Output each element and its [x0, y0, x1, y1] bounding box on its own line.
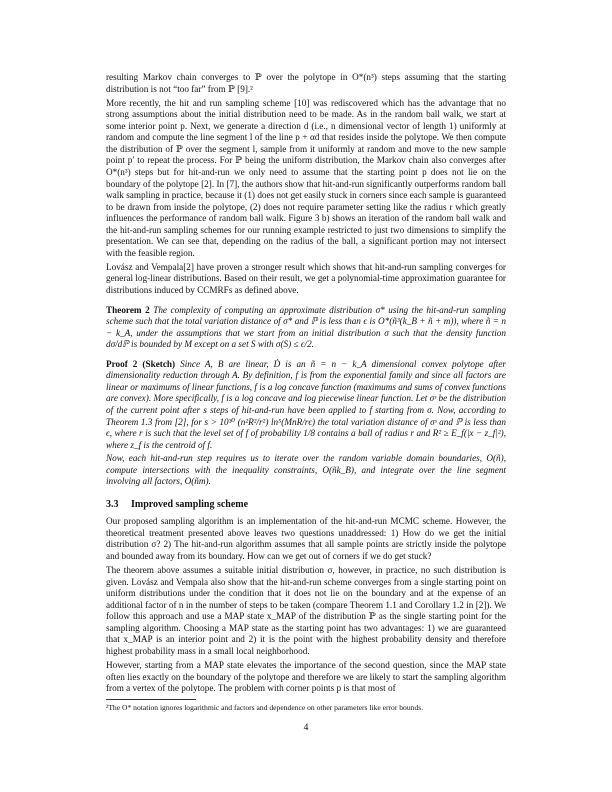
footnote: ²The O* notation ignores logarithmic and factors and dependence on other parameters like error bounds. [106, 702, 424, 712]
paragraph: The theorem above assumes a suitable initial distribution σ, however, in practice, no such distribution is given. Lovász and Vempala also show that the hit-and-run scheme converges from a single starting point on uniform distributions under the condition that it does not lie on the boundary and at the expense of an additional factor of n in the number of steps to be taken (compare Theorem 1.1 and Corollary 1.2 in [2]). We follow this approach and use a MAP state x_MAP of the distribution ℙ as the single starting point for the sampling algorithm. Choosing a MAP state as the starting point has two advantages: 1) we are guaranteed that x_MAP is an interior point and 2) it is the point with the highest probability density and therefore highest probability mass in a small local neighborhood. [106, 565, 506, 656]
paragraph: Lovász and Vempala[2] have proven a stronger result which shows that hit-and-run sampling converges for general log-linear distributions. Based on their result, we get a polynomial-time approximation guarantee for distributions induced by CCMRFs as defined above. [106, 261, 506, 296]
section-number: 3.3 [106, 498, 119, 510]
section-heading [106, 499, 506, 511]
proof-2 [106, 359, 506, 451]
theorem-2 [106, 305, 506, 351]
proof-title: Proof 2 (Sketch) [106, 358, 176, 369]
proof-body: Since A, B are linear, Ḋ is an ñ = n − k_A dimensional convex polytope after dimensionality reduction through A. By definition, f is from the exponential family and since all factors are linear or maximums of linear functions, f is a log concave function (maximums and sums of convex functions are convex). More specifically, f is a log concave and log piecewise linear function. Let σˢ be the distribution of the current point after s steps of hit-and-run have been applied to f starting from σ. Now, according to Theorem 1.3 from [2], for s > 10³⁰ (n²R²/r²) ln⁵(MnR/rϵ) the total variation distance of σˢ and ℙ is less than ϵ, where r is such that the level set of f of probability 1/8 contains a ball of radius r and R² ≥ E_f(|x − z_f|²), where z_f is the centroid of f. [106, 358, 507, 450]
theorem-body: The complexity of computing an approximate distribution σ* using the hit-and-run sampling scheme such that the total variation distance of σ* and ℙ is less than ϵ is O*(ñ³(k_B + ñ + m)), where ñ = n − k_A, under the assumptions that we start from an initial distribution σ such that the density function dσ/dℙ is bounded by M except on a set S with σ(S) ≤ ϵ/2. [106, 304, 506, 350]
paragraph: Our proposed sampling algorithm is an implementation of the hit-and-run MCMC scheme. However, the theoretical treatment presented above leaves two questions unaddressed: 1) How do we get the initial distribution σ? 2) The hit-and-run algorithm assumes that all sample points are strictly inside the polytope and bounded away from its boundary. How can we get out of corners if we do get stuck? [106, 516, 506, 561]
footnote-rule [106, 699, 196, 700]
proof-body-continued: Now, each hit-and-run step requires us to iterate over the random variable domain boundaries, O(ñ), compute intersections with the inequality constraints, O(ñk_B), and integrate over the line segment involving all factors, O(ñm). [106, 453, 506, 487]
paragraph: More recently, the hit and run sampling scheme [10] was rediscovered which has the advantage that no strong assumptions about the initial distribution need to be made. As in the random ball walk, we start at some interior point p. Next, we generate a direction d (i.e., n dimensional vector of length 1) uniformly at random and compute the line segment l of the line p + αd that resides inside the polytope. We then compute the distribution of ℙ over the segment l, sample from it uniformly at random and move to the new sample point p′ to repeat the process. For ℙ being the uniform distribution, the Markov chain also converges after O*(n³) steps but for hit-and-run we only need to assume that the starting point p does not lie on the boundary of the polytope [2]. In [7], the authors show that hit-and-run significantly outperforms random ball walk sampling in practice, because it (1) does not get easily stuck in corners since each sample is guaranteed to be drawn from inside the polytope, (2) does not require parameter setting like the radius r which greatly influences the performance of random ball walk. Figure 3 b) shows an iteration of the random ball walk and the hit-and-run sampling schemes for our running example restricted to just two dimensions to simplify the presentation. We can see that, depending on the radius of the ball, a significant portion may not intersect with the feasible region. [106, 97, 506, 258]
page-body [106, 72, 506, 712]
theorem-title: Theorem 2 [106, 304, 150, 315]
section-title: Improved sampling scheme [131, 498, 249, 510]
paragraph: resulting Markov chain converges to ℙ over the polytope in O*(n³) steps assuming that the starting distribution is not “too far” from ℙ [9].² [106, 72, 506, 94]
paragraph: However, starting from a MAP state elevates the importance of the second question, since the MAP state often lies exactly on the boundary of the polytope and therefore we are likely to start the sampling algorithm from a vertex of the polytope. The problem with corner points p is that most of [106, 660, 506, 694]
page-number: 4 [303, 723, 309, 733]
